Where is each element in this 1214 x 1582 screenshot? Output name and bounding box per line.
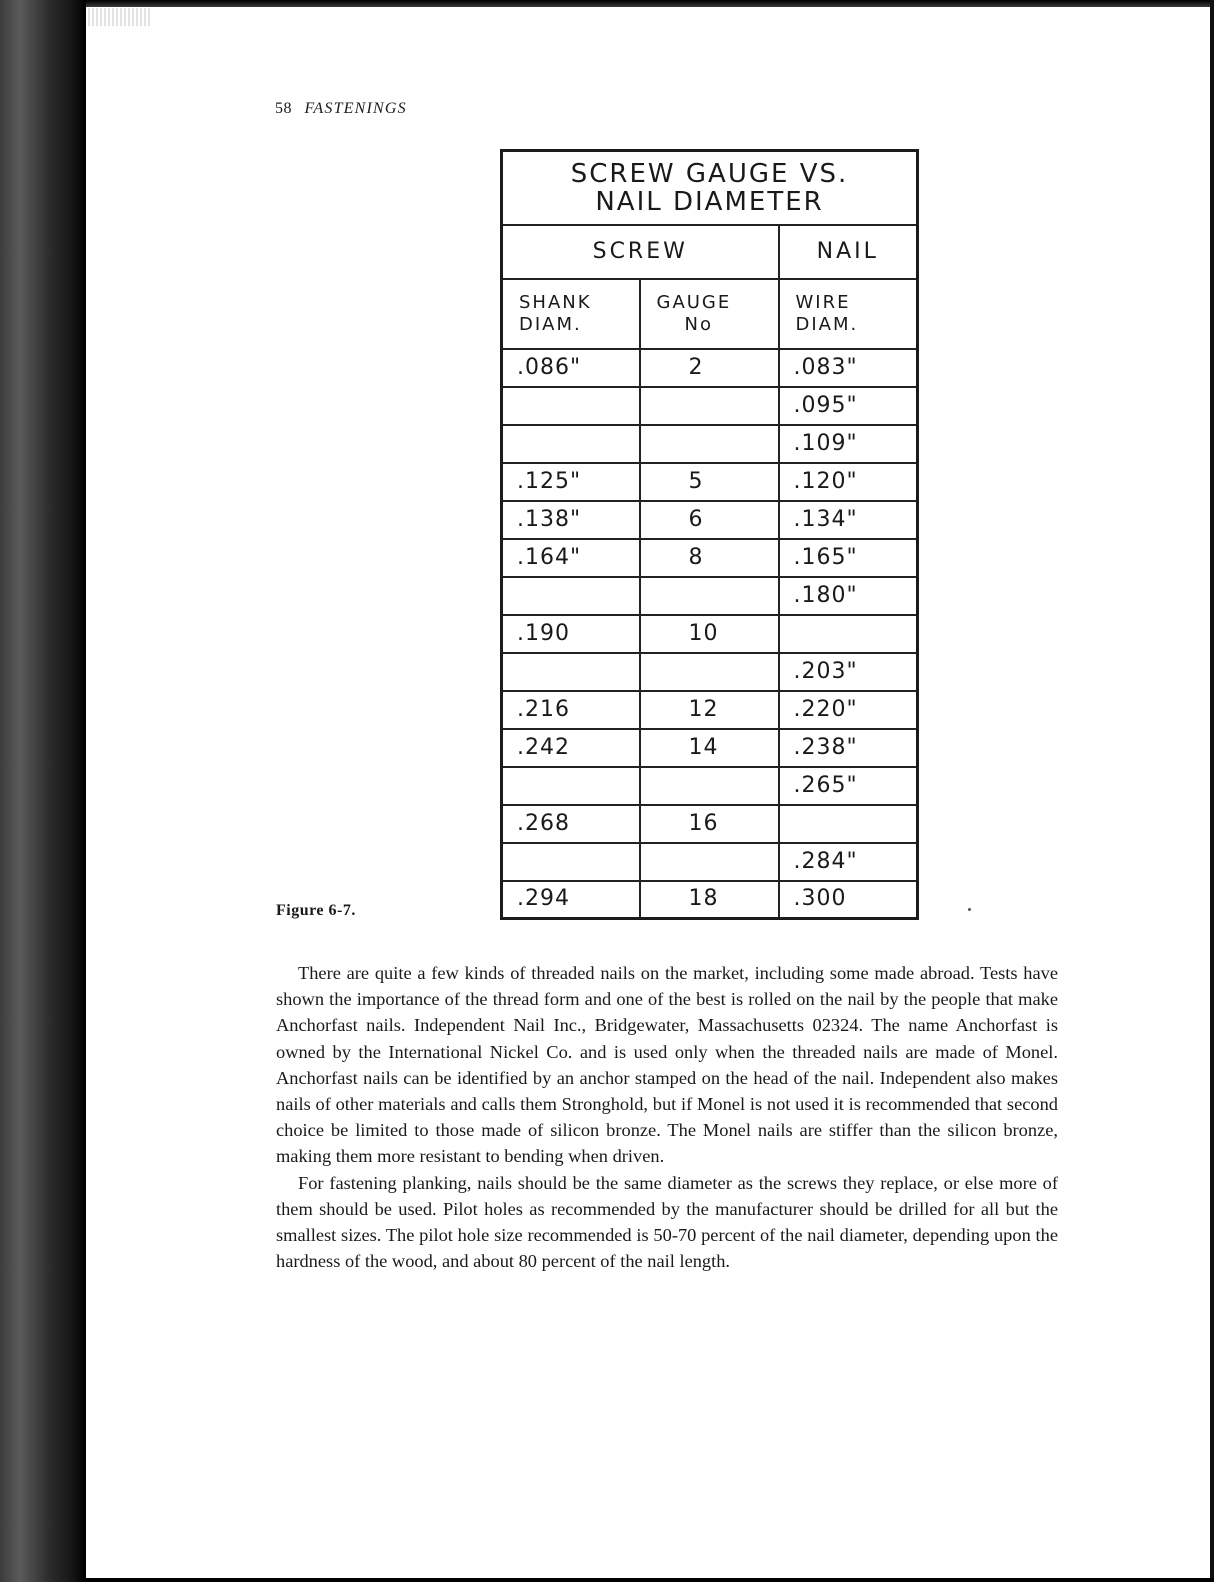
cell-wire-diam: .203" [779,653,918,691]
table-row [502,767,918,805]
cell-wire-diam [779,805,918,843]
stray-mark [968,908,971,911]
table-row [502,805,918,843]
cell-gauge-no: 16 [640,805,779,843]
col-header-wire-line-2: DIAM. [795,313,859,335]
group-header-row [502,225,918,279]
cell-wire-diam: .165" [779,539,918,577]
section-title: FASTENINGS [304,100,407,117]
paragraph: There are quite a few kinds of threaded nails on the market, including some made abroad. Tests have shown the importance of the thread form and one of the best is rolled on the nail by the people that make Anchorfast nails. Independent Nail Inc., Bridgewater, Massachusetts 02324. The name Anchorfast is owned by the International Nickel Co. and is used only when the threaded nails are made of Monel. Anchorfast nails can be identified by an anchor stamped on the head of the nail. Independent also makes nails of other materials and calls them Stronghold, but if Monel is not used it is recommended that second choice be limited to those made of silicon bronze. The Monel nails are stiffer than the silicon bronze, making them more resistant to bending when driven. [276,963,1058,1167]
cell-gauge-no [640,843,779,881]
table-row [502,425,918,463]
table-row [502,349,918,387]
cell-shank-diam: .190 [502,615,640,653]
figure-title-row [502,151,918,225]
cell-shank-diam [502,767,640,805]
running-head [275,100,407,118]
cell-gauge-no [640,425,779,463]
cell-gauge-no [640,767,779,805]
cell-shank-diam: .086" [502,349,640,387]
table-row [502,615,918,653]
group-header-nail: NAIL [779,225,918,279]
cell-shank-diam: .268 [502,805,640,843]
cell-wire-diam: .284" [779,843,918,881]
cell-gauge-no [640,387,779,425]
scan-corner-mark [88,8,152,26]
table-row [502,463,918,501]
table-row [502,501,918,539]
cell-shank-diam [502,425,640,463]
col-header-shank-diam [502,279,640,349]
col-header-gauge-line-2: No [684,313,713,335]
group-header-screw: SCREW [502,225,779,279]
scan-edge-right [1210,0,1214,1582]
cell-gauge-no: 14 [640,729,779,767]
figure-caption: Figure 6-7. [276,902,356,919]
cell-gauge-no: 12 [640,691,779,729]
col-header-shank-line-1: SHANK [519,291,592,313]
cell-wire-diam [779,615,918,653]
cell-wire-diam: .220" [779,691,918,729]
cell-shank-diam: .125" [502,463,640,501]
cell-shank-diam [502,387,640,425]
body-text [276,960,1058,1274]
figure-title-line-1: SCREW GAUGE VS. [570,158,849,189]
figure-title-line-2: NAIL DIAMETER [595,186,824,217]
table-row [502,577,918,615]
col-header-gauge-no [640,279,779,349]
cell-wire-diam: .134" [779,501,918,539]
cell-gauge-no: 8 [640,539,779,577]
cell-wire-diam: .180" [779,577,918,615]
cell-shank-diam: .164" [502,539,640,577]
col-header-wire-diam [779,279,918,349]
cell-shank-diam: .242 [502,729,640,767]
table-row [502,387,918,425]
col-header-shank-line-2: DIAM. [519,313,582,335]
table-row [502,843,918,881]
page-number: 58 [275,100,292,117]
table-row [502,539,918,577]
cell-shank-diam: .138" [502,501,640,539]
cell-shank-diam [502,653,640,691]
cell-shank-diam: .294 [502,881,640,919]
cell-gauge-no: 5 [640,463,779,501]
paragraph: For fastening planking, nails should be the same diameter as the screws they replace, or else more of them should be used. Pilot holes as recommended by the manufacturer should be drilled for all but the smallest sizes. The pilot hole size recommended is 50-70 percent of the nail diameter, depending upon the hardness of the wood, and about 80 percent of the nail length. [276,1172,1058,1272]
col-header-gauge-line-1: GAUGE [656,291,732,313]
screw-gauge-table [500,149,919,920]
table-row [502,653,918,691]
cell-wire-diam: .109" [779,425,918,463]
cell-wire-diam: .095" [779,387,918,425]
column-header-row [502,279,918,349]
cell-gauge-no: 2 [640,349,779,387]
col-header-wire-line-1: WIRE [795,291,851,313]
cell-gauge-no [640,653,779,691]
cell-wire-diam: .238" [779,729,918,767]
scan-edge-left [0,0,86,1582]
scan-edge-top [86,0,1214,7]
table-row [502,691,918,729]
cell-gauge-no: 10 [640,615,779,653]
cell-shank-diam [502,843,640,881]
figure-title [502,151,918,225]
cell-wire-diam: .120" [779,463,918,501]
cell-wire-diam: .265" [779,767,918,805]
cell-wire-diam: .300 [779,881,918,919]
screw-nail-figure [500,149,916,919]
cell-shank-diam: .216 [502,691,640,729]
cell-wire-diam: .083" [779,349,918,387]
scan-edge-bottom [86,1578,1214,1582]
cell-shank-diam [502,577,640,615]
cell-gauge-no: 6 [640,501,779,539]
cell-gauge-no: 18 [640,881,779,919]
cell-gauge-no [640,577,779,615]
table-row [502,881,918,919]
table-row [502,729,918,767]
